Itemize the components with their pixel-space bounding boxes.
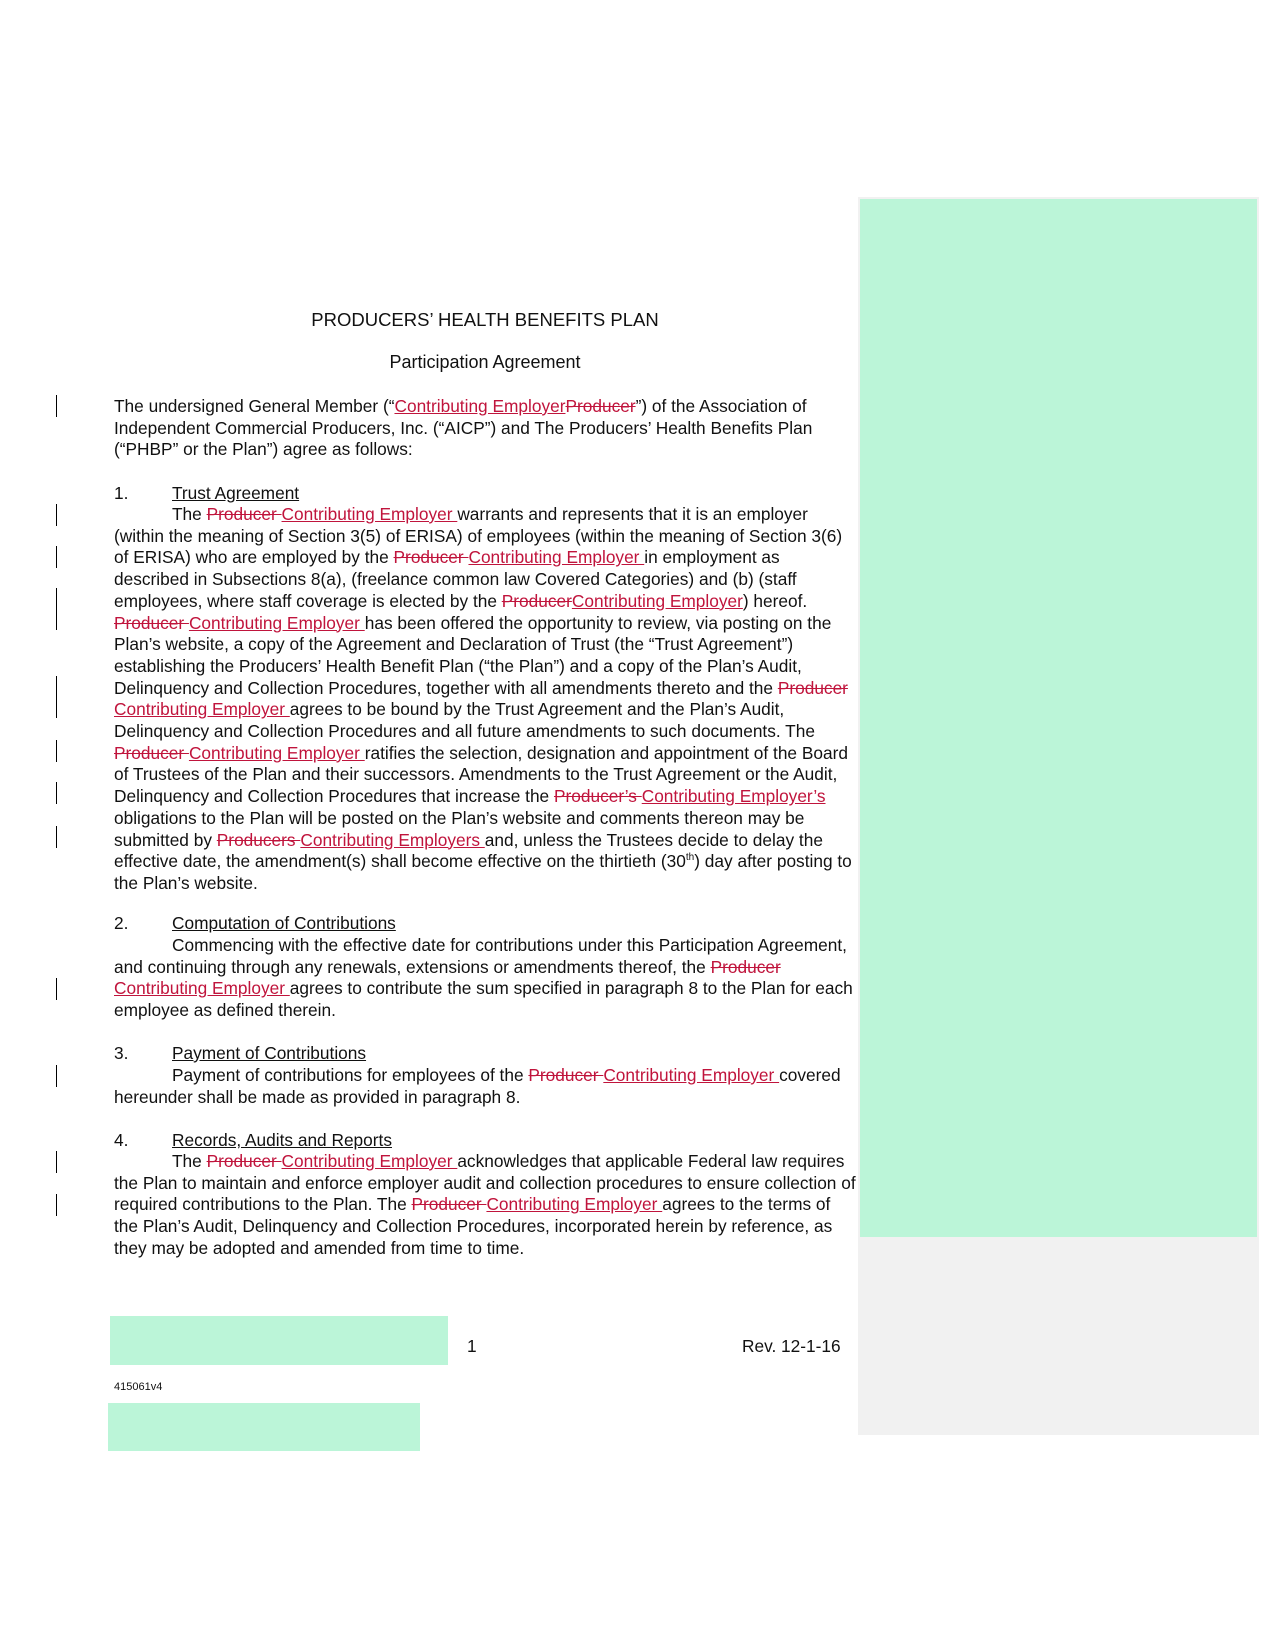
text-run: agrees to be bound by the Trust Agreement and the Plan’s Audit, Delinquency and Collection Procedures and all future amendments to such documents. The: [114, 699, 815, 742]
change-bar: [56, 676, 57, 718]
text-run: ratifies the selection, designation and appointment of the Board of Trustees of the Plan and their successors. Amendments to the Trust Agreement or the Audit, Delinquency and Collection Procedures that increase the: [114, 742, 848, 807]
change-bar: [56, 782, 57, 804]
deleted-text: Producer: [565, 396, 636, 416]
deleted-text: Producer: [206, 504, 282, 524]
text-run: Commencing with the effective date for contributions under this Participation Agreement, and continuing through any renewals, extensions or amendments thereof, the: [114, 935, 847, 977]
text-run: covered hereunder shall be made as provided in paragraph 8.: [114, 1065, 841, 1107]
footer-highlight-block: [110, 1316, 448, 1365]
change-bar: [56, 546, 57, 568]
inserted-text: Contributing Employer: [603, 1065, 780, 1085]
section-3-heading: [114, 1043, 856, 1065]
deleted-text: Producer: [528, 1065, 604, 1085]
section-2-heading: [114, 913, 856, 935]
change-bar: [56, 740, 57, 762]
text-run: obligations to the Plan will be posted on the Plan’s website and comments thereon may be submitted by: [114, 807, 805, 850]
section-1-paragraph: [114, 504, 856, 895]
section-title: Records, Audits and Reports: [172, 1130, 392, 1150]
deleted-text: Producer: [411, 1194, 487, 1215]
inserted-text: Contributing Employer: [188, 742, 365, 763]
section-4-heading: [114, 1130, 856, 1152]
text-run: and, unless the Trustees decide to delay the effective date, the amendment(s) shall become effective on the thirtieth (30: [114, 829, 823, 872]
section-number: 2.: [114, 913, 129, 933]
text-run: The: [172, 504, 207, 524]
section-number: 1.: [114, 483, 129, 503]
text-run: agrees to contribute the sum specified in paragraph 8 to the Plan for each employee as defined therein.: [114, 978, 853, 1021]
inserted-text: Contributing Employer: [188, 612, 365, 633]
inserted-text: Contributing Employer: [571, 590, 743, 611]
deleted-text: Producer: [501, 590, 572, 611]
change-bar: [56, 826, 57, 848]
inserted-text: Contributing Employers: [300, 829, 485, 850]
page-number: 1: [467, 1336, 477, 1356]
inserted-text: Contributing Employer: [114, 699, 290, 720]
section-title: Computation of Contributions: [172, 913, 396, 933]
section-1-heading: [114, 483, 856, 505]
change-bar: [56, 395, 57, 417]
change-bar: [56, 1065, 57, 1087]
inserted-text: Contributing Employer: [468, 547, 645, 568]
section-number: 3.: [114, 1043, 129, 1063]
inserted-text: Contributing Employer: [394, 396, 566, 416]
superscript: th: [685, 852, 695, 864]
inserted-text: Contributing Employer: [281, 504, 458, 524]
text-run: Payment of contributions for employees of the: [172, 1065, 529, 1085]
intro-paragraph: [114, 396, 856, 461]
revision-date: Rev. 12-1-16: [742, 1336, 841, 1356]
text-run: agrees to the terms of the Plan’s Audit, Delinquency and Collection Procedures, incorporated herein by reference, as they may be adopted and amended from time to time.: [114, 1194, 833, 1258]
inserted-text: Contributing Employer’s: [641, 786, 826, 807]
text-run: warrants and represents that it is an employer (within the meaning of Section 3(5) of ERISA) of employees (within the meaning of Section 3(6) of ERISA) who are employed by the: [114, 504, 843, 568]
inserted-text: Contributing Employer: [486, 1194, 663, 1215]
deleted-text: Producers: [216, 829, 301, 850]
text-run: The undersigned General Member (“: [114, 396, 395, 416]
document-id: 415061v4: [114, 1381, 163, 1393]
text-run: in employment as described in Subsections 8(a), (freelance common law Covered Categories) and (b) (staff employees, where staff coverage is elected by the: [114, 547, 797, 611]
change-bar: [56, 1194, 57, 1216]
deleted-text: Producer: [206, 1151, 282, 1171]
section-title: Payment of Contributions: [172, 1043, 367, 1063]
inserted-text: Contributing Employer: [281, 1151, 458, 1171]
text-run: ”) of the Association of Independent Commercial Producers, Inc. (“AICP”) and The Producers’ Health Benefits Plan (“PHBP” or the Plan”) agree as follows:: [114, 396, 813, 460]
text-run: acknowledges that applicable Federal law requires the Plan to maintain and enforce employer audit and collection procedures to ensure collection of required contributions to the Plan. The: [114, 1151, 856, 1215]
change-bar: [56, 588, 57, 630]
change-bar: [56, 1151, 57, 1173]
document-subtitle: Participation Agreement: [389, 352, 581, 372]
deleted-text: Producer: [393, 547, 469, 568]
section-title: Trust Agreement: [172, 483, 300, 503]
change-bar: [56, 978, 57, 1000]
text-run: ) hereof.: [742, 590, 808, 611]
document-title: PRODUCERS’ HEALTH BENEFITS PLAN: [311, 309, 659, 330]
text-run: ) day after posting to the Plan’s website.: [114, 851, 852, 893]
markup-pane-highlight: [860, 199, 1257, 1237]
section-number: 4.: [114, 1130, 129, 1150]
text-run: has been offered the opportunity to review, via posting on the Plan’s website, a copy of the Agreement and Declaration of Trust (the “Trust Agreement”) establishing the Producers’ Health Benefit Plan (“the Plan”) and a copy of the Plan’s Audit, Delinquency and Collection Procedures, together with all amendments thereto and the: [114, 612, 832, 698]
section-4-paragraph: [114, 1151, 856, 1260]
text-run: The: [172, 1151, 207, 1171]
section-3-paragraph: [114, 1065, 856, 1108]
deleted-text: Producer: [114, 742, 189, 763]
footer-highlight-block: [108, 1403, 420, 1451]
change-bar: [56, 504, 57, 526]
inserted-text: Contributing Employer: [114, 978, 290, 999]
deleted-text: Producer: [777, 677, 848, 698]
deleted-text: Producer: [114, 612, 189, 633]
section-2-paragraph: [114, 935, 856, 1022]
deleted-text: Producer: [710, 956, 781, 977]
deleted-text: Producer’s: [553, 786, 642, 807]
